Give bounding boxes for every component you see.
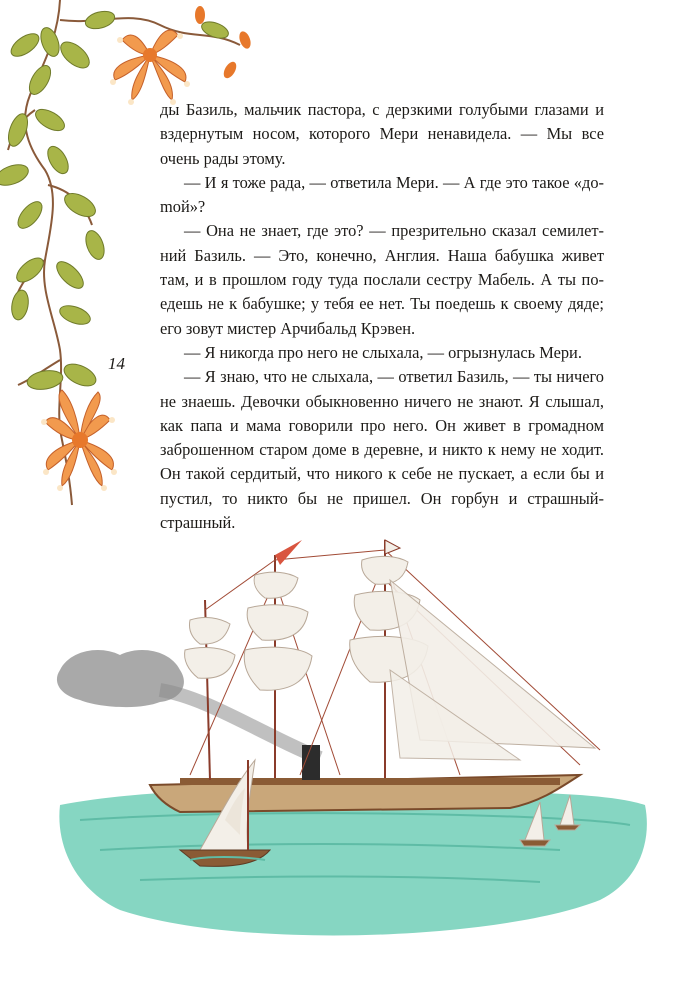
paragraph-2: — И я тоже рада, — ответила Мери. — А где это такое «доmой»?	[160, 172, 604, 217]
paragraph-4: — Я никогда про него не слыхала, — огрызнулась Мери.	[184, 342, 582, 362]
honeysuckle-flower-lower	[41, 390, 117, 491]
story-text	[160, 98, 604, 535]
paragraph-3: — Она не знает, где это? — презрительно сказал семилетний Базиль. — Это, конечно, Англия. Наша бабушка живет там, и в прошлом году туда послали сестру Мабель. А ты поедешь не к бабушке; у тебя ее нет. Ты поедешь к своему дяде; его зовут мистер Арчибальд Крэвен.	[160, 221, 604, 338]
steam-sailing-ship-illustration	[40, 520, 660, 990]
paragraph-5: — Я знаю, что не слыхала, — ответил Базиль, — ты ничего не знаешь. Девочки обыкновенно ничего не знают. Я слышал, как папа и мама говорили про него. Он живет в громадном заброшенном старом доме в деревне, и никто к нему не ходит. Он такой сердитый, что никого к себе не пускает, а если бы и пустил, то никто бы не пришел. Он горбун и страшный-страшный.	[160, 367, 604, 533]
page-number: 14	[108, 354, 125, 373]
honeysuckle-flower-upper	[110, 6, 253, 105]
paragraph-1: ды Базиль, мальчик пастора, с дерзкими голубыми глазами и вздернутым носом, которого Мери ненавидела. — Мы все очень рады этому.	[160, 100, 604, 168]
